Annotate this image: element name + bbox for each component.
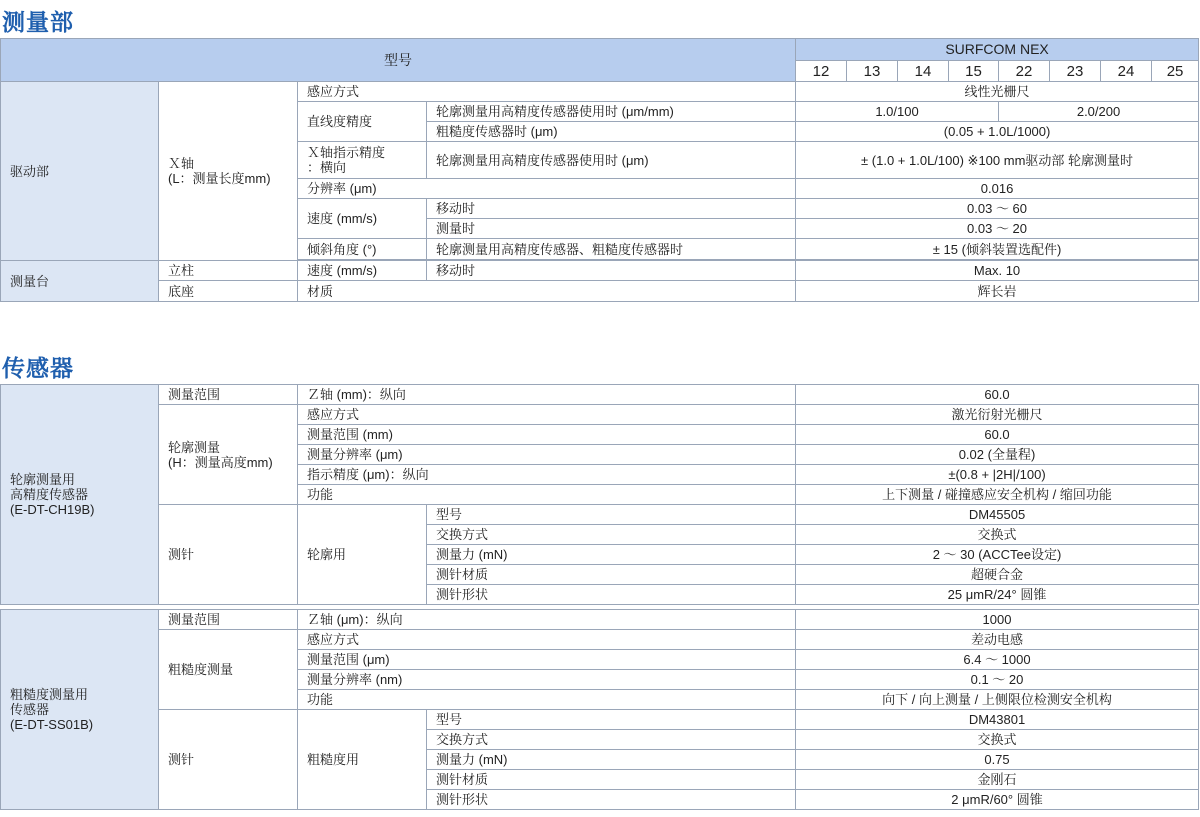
spec-sublabel: 轮廓测量用高精度传感器使用时 (μm/mm) — [427, 102, 796, 122]
spec-value: ± 15 (倾斜装置选配件) — [796, 239, 1199, 260]
spec-label: 测量范围 (μm) — [298, 650, 796, 670]
spec-value: 6.4 ～ 1000 — [796, 650, 1199, 670]
spec-sublabel: Ｚ轴 (mm)：纵向 — [298, 385, 796, 405]
spec-label: 功能 — [298, 485, 796, 505]
spec-label: 测量分辨率 (nm) — [298, 670, 796, 690]
spec-value: DM43801 — [796, 710, 1199, 730]
spec-value: 交换式 — [796, 730, 1199, 750]
spec-value: DM45505 — [796, 505, 1199, 525]
spec-label: 测量范围 — [159, 385, 298, 405]
stylus-use: 轮廓用 — [298, 505, 427, 605]
sensor-name-line: 传感器 — [10, 702, 50, 717]
spec-label: 测针形状 — [427, 790, 796, 810]
spec-label: 测量力 (mN) — [427, 750, 796, 770]
sensor-name-line: 粗糙度测量用 — [10, 687, 89, 702]
model-number: 23 — [1050, 61, 1101, 82]
spec-value: 超硬合金 — [796, 565, 1199, 585]
spec-label: 指示精度 (μm)：纵向 — [298, 465, 796, 485]
sensor-model-code: (E-DT-CH19B) — [10, 502, 95, 517]
x-axis-title: Ｘ轴 — [168, 156, 195, 171]
spec-label: 感应方式 — [298, 630, 796, 650]
spec-label: 感应方式 — [298, 82, 796, 102]
column-label: 立柱 — [159, 261, 298, 281]
spec-label — [298, 142, 427, 179]
sensor-model-code: (E-DT-SS01B) — [10, 717, 94, 732]
spec-label: 测量分辨率 (μm) — [298, 445, 796, 465]
spec-value: 交换式 — [796, 525, 1199, 545]
section-title-sensors: 传感器 — [2, 356, 74, 382]
spec-label: 倾斜角度 (°) — [298, 239, 427, 260]
spec-value: 1.0/100 — [796, 102, 999, 122]
spec-value: 0.03 ～ 20 — [796, 219, 1199, 239]
group-label-line: (H：测量高度mm) — [168, 454, 273, 470]
spec-value: 0.1 ～ 20 — [796, 670, 1199, 690]
x-axis-label — [159, 82, 298, 261]
model-number: 24 — [1101, 61, 1152, 82]
spec-sublabel: 粗糙度传感器时 (μm) — [427, 122, 796, 142]
spec-label: 交换方式 — [427, 730, 796, 750]
spec-label: 交换方式 — [427, 525, 796, 545]
roughness-sensor-table — [0, 609, 1199, 810]
spec-value: 1000 — [796, 610, 1199, 630]
spec-label: 型号 — [427, 710, 796, 730]
drive-group-label: 驱动部 — [1, 82, 159, 261]
sensor-name-line: 轮廓测量用 — [10, 472, 76, 487]
contour-sensor-name — [1, 385, 159, 605]
spec-label: 测针形状 — [427, 585, 796, 605]
spec-value: 60.0 — [796, 425, 1199, 445]
measurement-spec-table — [0, 38, 1199, 302]
sensor-name-line: 高精度传感器 — [10, 487, 89, 502]
spec-label: 速度 (mm/s) — [298, 261, 427, 281]
spec-value: Max. 10 — [796, 261, 1199, 281]
base-label: 底座 — [159, 281, 298, 302]
indication-label-line: Ｘ轴指示精度 — [307, 145, 386, 160]
product-name-header: SURFCOM NEX — [796, 39, 1199, 61]
roughness-measure-group: 粗糙度测量 — [159, 630, 298, 710]
spec-value: 辉长岩 — [796, 281, 1199, 302]
spec-sublabel: 轮廓测量用高精度传感器、粗糙度传感器时 — [427, 239, 796, 260]
model-number: 12 — [796, 61, 847, 82]
spec-label: 测针材质 — [427, 565, 796, 585]
x-axis-note: (L：测量长度mm) — [168, 171, 271, 186]
spec-value: 0.016 — [796, 179, 1199, 199]
spec-value: 0.02 (全量程) — [796, 445, 1199, 465]
model-number: 15 — [949, 61, 999, 82]
section-title-measurement: 测量部 — [2, 10, 74, 36]
spec-value: 2 μmR/60° 圆锥 — [796, 790, 1199, 810]
model-number: 22 — [999, 61, 1050, 82]
spec-value: ±(0.8 + |2H|/100) — [796, 465, 1199, 485]
spec-label: 功能 — [298, 690, 796, 710]
spec-sublabel: 移动时 — [427, 261, 796, 281]
model-header-cell: 型号 — [1, 39, 796, 82]
spec-label: 型号 — [427, 505, 796, 525]
spec-label: 测针材质 — [427, 770, 796, 790]
spec-value: 60.0 — [796, 385, 1199, 405]
contour-measure-group — [159, 405, 298, 505]
spec-value: 激光衍射光栅尺 — [796, 405, 1199, 425]
model-number: 25 — [1152, 61, 1199, 82]
spec-label: 分辨率 (μm) — [298, 179, 796, 199]
roughness-sensor-name — [1, 610, 159, 810]
spec-label: 直线度精度 — [298, 102, 427, 142]
spec-value: 差动电感 — [796, 630, 1199, 650]
spec-value: 2.0/200 — [999, 102, 1199, 122]
spec-label: 感应方式 — [298, 405, 796, 425]
indication-label-line: ：横向 — [307, 160, 347, 175]
spec-value: (0.05 + 1.0L/1000) — [796, 122, 1199, 142]
spec-value: 上下测量 / 碰撞感应安全机构 / 缩回功能 — [796, 485, 1199, 505]
stylus-label: 测针 — [159, 710, 298, 810]
spec-label: 速度 (mm/s) — [298, 199, 427, 239]
spec-label: 材质 — [298, 281, 796, 302]
spec-label: 测量范围 — [159, 610, 298, 630]
spec-value: 2 ～ 30 (ACCTee设定) — [796, 545, 1199, 565]
stylus-label: 测针 — [159, 505, 298, 605]
spec-value: 0.03 ～ 60 — [796, 199, 1199, 219]
spec-value: 金刚石 — [796, 770, 1199, 790]
spec-sublabel: 轮廓测量用高精度传感器使用时 (μm) — [427, 142, 796, 179]
model-number: 13 — [847, 61, 898, 82]
spec-value: 线性光栅尺 — [796, 82, 1199, 102]
spec-sublabel: 移动时 — [427, 199, 796, 219]
spec-sublabel: 测量时 — [427, 219, 796, 239]
spec-label: 测量力 (mN) — [427, 545, 796, 565]
spec-label: 测量范围 (mm) — [298, 425, 796, 445]
model-number: 14 — [898, 61, 949, 82]
group-label-line: 轮廓测量 — [168, 439, 221, 455]
contour-sensor-table — [0, 384, 1199, 605]
spec-value: 向下 / 向上测量 / 上侧限位检测安全机构 — [796, 690, 1199, 710]
spec-value: ± (1.0 + 1.0L/100) ※100 mm驱动部 轮廓测量时 — [796, 142, 1199, 179]
spec-value: 25 μmR/24° 圆锥 — [796, 585, 1199, 605]
stylus-use: 粗糙度用 — [298, 710, 427, 810]
spec-sublabel: Ｚ轴 (μm)：纵向 — [298, 610, 796, 630]
stand-group-label: 测量台 — [1, 261, 159, 302]
spec-value: 0.75 — [796, 750, 1199, 770]
